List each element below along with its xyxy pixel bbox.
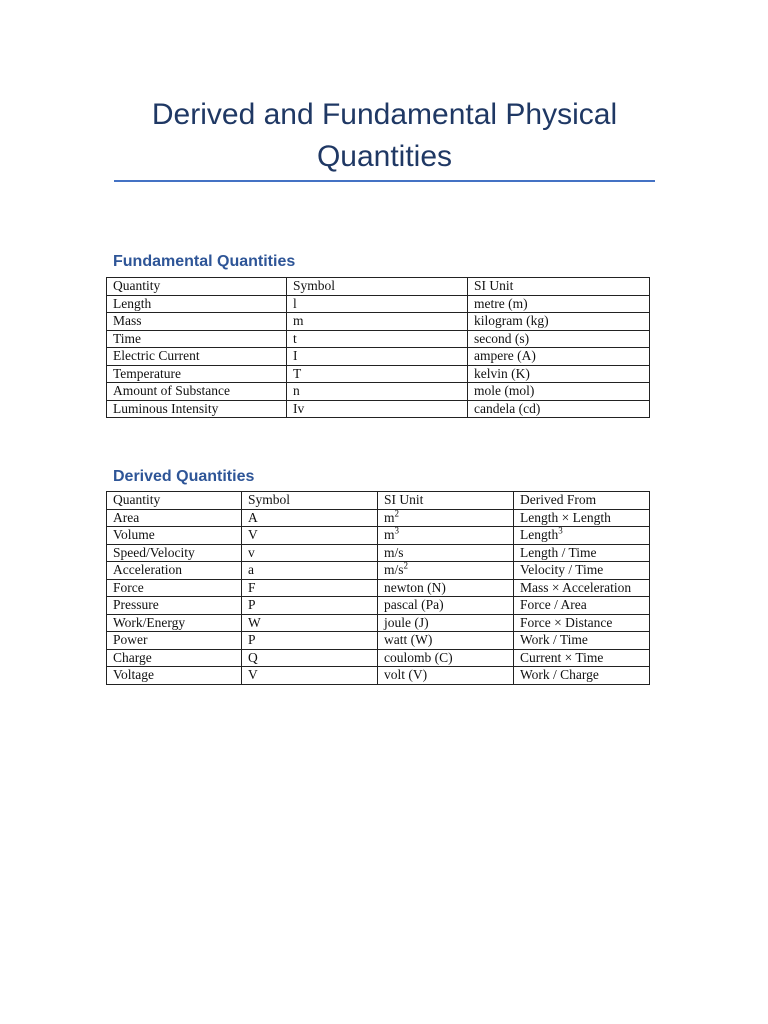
header-cell-si-unit: SI Unit (468, 278, 650, 296)
cell-si-unit: watt (W) (378, 632, 514, 650)
cell-si-unit: second (s) (468, 330, 650, 348)
cell-derived-from: Length / Time (514, 544, 650, 562)
table-row (107, 295, 650, 313)
table-row (107, 544, 650, 562)
table-row (107, 509, 650, 527)
table-row (107, 330, 650, 348)
cell-derived-from: Length$^3$ (514, 527, 650, 545)
cell-si-unit: candela (cd) (468, 400, 650, 418)
table-row (107, 400, 650, 418)
derived-table (106, 491, 650, 685)
cell-si-unit: volt (V) (378, 667, 514, 685)
cell-si-unit: kilogram (kg) (468, 313, 650, 331)
cell-quantity: Electric Current (107, 348, 287, 366)
cell-si-unit: m/s (378, 544, 514, 562)
cell-si-unit: joule (J) (378, 614, 514, 632)
cell-symbol: m (287, 313, 468, 331)
cell-si-unit: ampere (A) (468, 348, 650, 366)
table-row (107, 632, 650, 650)
cell-symbol: v (242, 544, 378, 562)
cell-quantity: Voltage (107, 667, 242, 685)
cell-symbol: A (242, 509, 378, 527)
cell-si-unit: $m^2$ (378, 509, 514, 527)
table-row (107, 579, 650, 597)
cell-symbol: P (242, 632, 378, 650)
table-row (107, 649, 650, 667)
cell-quantity: Work/Energy (107, 614, 242, 632)
cell-symbol: l (287, 295, 468, 313)
cell-symbol: W (242, 614, 378, 632)
cell-derived-from: Mass × Acceleration (514, 579, 650, 597)
header-cell-quantity: Quantity (107, 492, 242, 510)
cell-quantity: Power (107, 632, 242, 650)
cell-quantity: Temperature (107, 365, 287, 383)
cell-symbol: n (287, 383, 468, 401)
page-title: Derived and Fundamental Physical Quantities (151, 98, 618, 173)
cell-symbol: V (242, 667, 378, 685)
header-cell-symbol: Symbol (287, 278, 468, 296)
cell-symbol: F (242, 579, 378, 597)
table-row (107, 313, 650, 331)
cell-symbol: P (242, 597, 378, 615)
table-row (107, 614, 650, 632)
cell-quantity: Mass (107, 313, 287, 331)
cell-si-unit: coulomb (C) (378, 649, 514, 667)
cell-quantity: Time (107, 330, 287, 348)
cell-quantity: Luminous Intensity (107, 400, 287, 418)
cell-derived-from: Work / Time (514, 632, 650, 650)
table-row (107, 365, 650, 383)
table-row (107, 562, 650, 580)
cell-symbol: Q (242, 649, 378, 667)
cell-derived-from: Velocity / Time (514, 562, 650, 580)
table-header-row (107, 492, 650, 510)
cell-symbol: I (287, 348, 468, 366)
derived-heading: Derived Quantities (113, 468, 255, 485)
title-underline (114, 180, 655, 182)
cell-quantity: Length (107, 295, 287, 313)
table-row (107, 667, 650, 685)
cell-quantity: Force (107, 579, 242, 597)
cell-symbol: T (287, 365, 468, 383)
fundamental-table (106, 277, 650, 418)
cell-derived-from: Force × Distance (514, 614, 650, 632)
cell-derived-from: Length × Length (514, 509, 650, 527)
cell-quantity: Pressure (107, 597, 242, 615)
cell-quantity: Acceleration (107, 562, 242, 580)
fundamental-heading: Fundamental Quantities (113, 253, 296, 270)
cell-quantity: Area (107, 509, 242, 527)
cell-si-unit: $m/s^2$ (378, 562, 514, 580)
cell-symbol: V (242, 527, 378, 545)
header-cell-derived-from: Derived From (514, 492, 650, 510)
cell-si-unit: pascal (Pa) (378, 597, 514, 615)
cell-quantity: Speed/Velocity (107, 544, 242, 562)
cell-derived-from: Force / Area (514, 597, 650, 615)
cell-quantity: Amount of Substance (107, 383, 287, 401)
cell-symbol: t (287, 330, 468, 348)
table-row (107, 383, 650, 401)
cell-derived-from: Current × Time (514, 649, 650, 667)
cell-symbol: Iv (287, 400, 468, 418)
header-cell-symbol: Symbol (242, 492, 378, 510)
cell-si-unit: newton (N) (378, 579, 514, 597)
cell-derived-from: Work / Charge (514, 667, 650, 685)
cell-symbol: a (242, 562, 378, 580)
cell-si-unit: metre (m) (468, 295, 650, 313)
table-row (107, 597, 650, 615)
table-row (107, 527, 650, 545)
cell-si-unit: mole (mol) (468, 383, 650, 401)
header-cell-quantity: Quantity (107, 278, 287, 296)
table-row (107, 348, 650, 366)
cell-si-unit: kelvin (K) (468, 365, 650, 383)
cell-quantity: Charge (107, 649, 242, 667)
table-header-row (107, 278, 650, 296)
cell-si-unit: $m^3$ (378, 527, 514, 545)
cell-quantity: Volume (107, 527, 242, 545)
header-cell-si-unit: SI Unit (378, 492, 514, 510)
